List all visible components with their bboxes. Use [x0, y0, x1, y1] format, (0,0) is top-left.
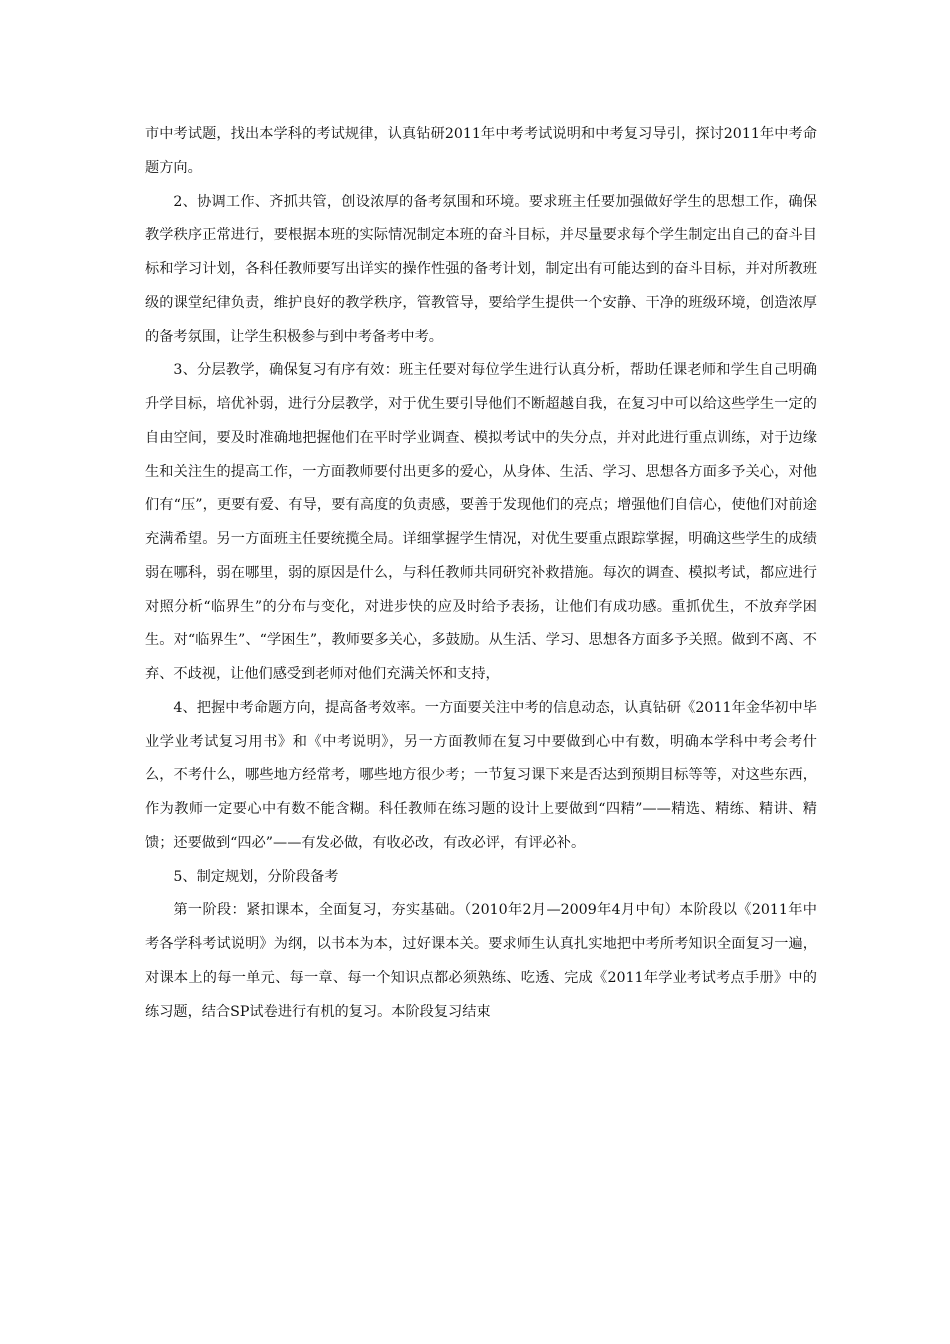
paragraph-item-5-heading: 5、制定规划，分阶段备考	[173, 868, 339, 885]
paragraph-stage-one: 第一阶段：紧扣课本，全面复习，夯实基础。（2010年2月—2009年4月中旬）本阶段以《2011年中考各学科考试说明》为纲，以书本为本，过好课本关。要求师生认真扎实地把中考所考知识全面复习一遍，对课本上的每一单元、每一章、每一个知识点都必须熟练、吃透、完成《2011年学业考试考点手册》中的练习题，结合SP试卷进行有机的复习。本阶段复习结束	[145, 902, 817, 1020]
paragraph-item-2: 2、协调工作、齐抓共管，创设浓厚的备考氛围和环境。要求班主任要加强做好学生的思想工作，确保教学秩序正常进行，要根据本班的实际情况制定本班的奋斗目标，并尽量要求每个学生制定出自己的奋斗目标和学习计划，各科任教师要写出详实的操作性强的备考计划，制定出有可能达到的奋斗目标，并对所教班级的课堂纪律负责，维护良好的教学秩序，管教管导，要给学生提供一个安静、干净的班级环境，创造浓厚的备考氛围，让学生积极参与到中考备考中考。	[145, 193, 817, 345]
paragraph-item-4: 4、把握中考命题方向，提高备考效率。一方面要关注中考的信息动态，认真钻研《2011年金华初中毕业学业考试复习用书》和《中考说明》，另一方面教师在复习中要做到心中有数，明确本学科中考会考什么，不考什么，哪些地方经常考，哪些地方很少考；一节复习课下来是否达到预期目标等等，对这些东西，作为教师一定要心中有数不能含糊。科任教师在练习题的设计上要做到“四精”——精选、精练、精讲、精馈；还要做到“四必”——有发必做，有收必改，有改必评，有评必补。	[145, 699, 817, 851]
paragraph-item-3: 3、分层教学，确保复习有序有效：班主任要对每位学生进行认真分析，帮助任课老师和学生自己明确升学目标，培优补弱，进行分层教学，对于优生要引导他们不断超越自我，在复习中可以给这些学生一定的自由空间，要及时准确地把握他们在平时学业调查、模拟考试中的失分点，并对此进行重点训练，对于边缘生和关注生的提高工作，一方面教师要付出更多的爱心，从身体、生活、学习、思想各方面多予关心，对他们有“压”，更要有爱、有导，要有高度的负责感，要善于发现他们的亮点；增强他们自信心，使他们对前途充满希望。另一方面班主任要统揽全局。详细掌握学生情况，对优生要重点跟踪掌握，明确这些学生的成绩弱在哪科，弱在哪里，弱的原因是什么，与科任教师共同研究补救措施。每次的调查、模拟考试，都应进行对照分析“临界生”的分布与变化，对进步快的应及时给予表扬，让他们有成功感。重抓优生，不放弃学困生。对“临界生”、“学困生”，教师要多关心，多鼓励。从生活、学习、思想各方面多予关照。做到不离、不弃、不歧视，让他们感受到老师对他们充满关怀和支持，	[145, 362, 817, 682]
document-body	[145, 118, 817, 1029]
paragraph-intro-continuation: 市中考试题，找出本学科的考试规律，认真钻研2011年中考考试说明和中考复习导引，探讨2011年中考命题方向。	[145, 126, 817, 176]
